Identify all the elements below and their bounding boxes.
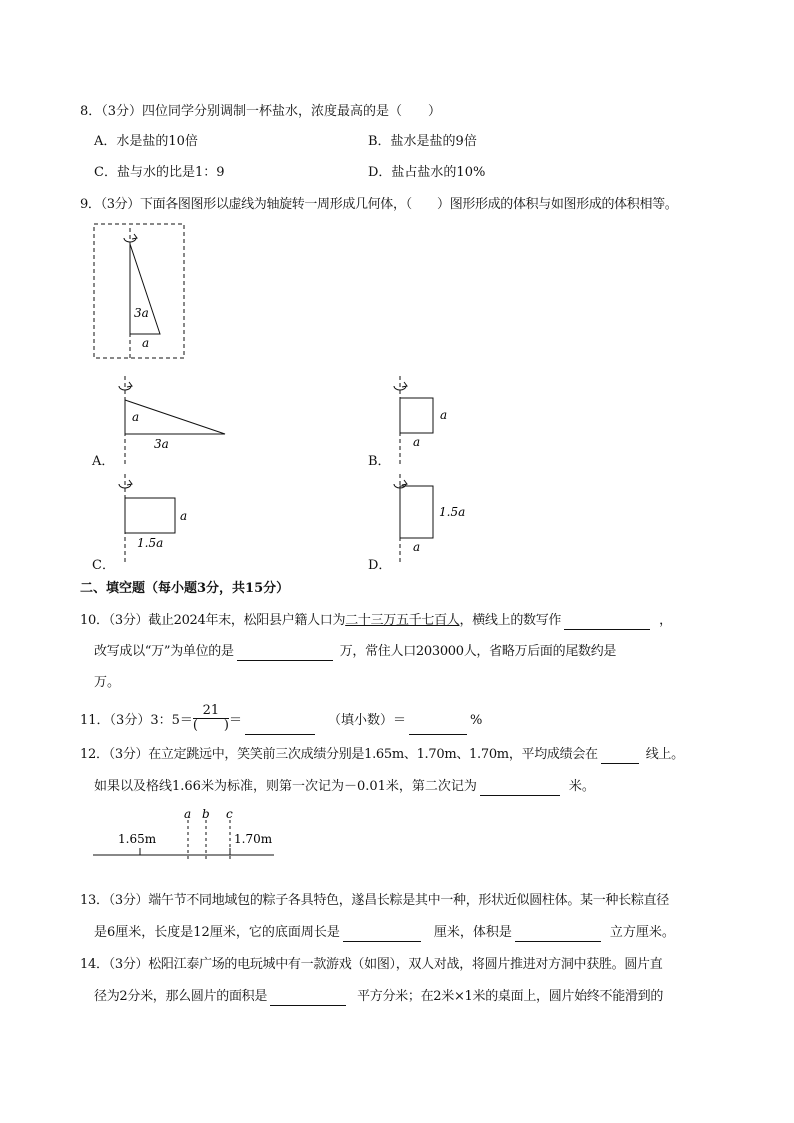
q9-b-base-label: a [413, 435, 421, 449]
q9-reference-figure [90, 220, 190, 365]
q14-area-prompt: 径为2分米，那么圆片的面积是 [94, 989, 268, 1004]
q9-a-base-label: 3a [154, 437, 169, 451]
q10-resident-text: 万，常住人口203000人，省略万后面的尾数约是 [339, 644, 617, 659]
q9-option-a-label: A． [92, 454, 115, 469]
q9-option-d-label: D． [368, 558, 392, 573]
q13-line1: 13．（3分）端午节不同地域包的粽子各具特色，遂昌长粽是其中一种，形状近似圆柱体。某一种长粽直径 [80, 893, 669, 908]
q8-option-a: A．水是盐的10倍 [94, 134, 198, 149]
q9-stem: 9．（3分）下面各图图形以虚线为轴旋转一周形成几何体，（ ）图形形成的体积与如图形成的体积相等。 [80, 197, 678, 212]
q12-label-170: 1.70m [234, 832, 273, 846]
q11-blank-decimal[interactable] [245, 720, 315, 735]
q12-unit: 米。 [568, 779, 595, 794]
q14-line1: 14．（3分）松阳江泰广场的电玩城中有一款游戏（如图），双人对战，将圆片推进对方洞中获胜。圆片直 [80, 957, 663, 972]
q13-blank-circumference[interactable] [343, 927, 421, 942]
q13-volume-prompt: 厘米，体积是 [433, 925, 512, 940]
q11-fraction [193, 704, 229, 733]
q10-comma: ， [659, 613, 672, 628]
q11-decimal-hint: （填小数）＝ [328, 713, 407, 728]
q10-ask: ，横线上的数写作 [459, 613, 562, 628]
q9-figure-c [110, 470, 210, 565]
q8-option-d: D．盐占盐水的10% [368, 165, 486, 180]
q12-line2 [94, 778, 595, 796]
q10-intro: 10．（3分）截止2024年末，松阳县户籍人口为 [80, 613, 346, 628]
q12-line-a-label: a [184, 807, 192, 821]
q10-line2 [94, 643, 616, 661]
q10-line3: 万。 [94, 675, 121, 690]
q11-fraction-numerator: 21 [193, 704, 229, 719]
q12-label-165: 1.65m [118, 832, 157, 846]
q9-ref-side-label: 3a [134, 306, 149, 320]
q12-standard-text: 如果以及格线1.66米为标准，则第一次记为－0.01米，第二次记为 [94, 779, 477, 794]
q12-line1 [80, 746, 684, 764]
q12-number-line-figure [90, 806, 280, 862]
q10-rewrite-prompt: 改写成以“万”为单位的是 [94, 644, 234, 659]
q9-c-base-label: 1.5a [137, 536, 164, 550]
q11-blank-percent[interactable] [409, 720, 467, 735]
q11-fraction-denominator-blank[interactable]: ( ) [192, 718, 230, 733]
q9-a-side-label: a [132, 410, 140, 424]
q11-ratio: 11．（3分）3：5＝ [80, 713, 193, 728]
q9-d-side-label: 1.5a [439, 505, 466, 519]
q9-c-side-label: a [180, 509, 188, 523]
q12-line-c-label: c [226, 807, 233, 821]
q9-option-b-label: B． [368, 454, 391, 469]
q13-line2 [94, 924, 675, 942]
q12-line1-end: 线上。 [645, 747, 684, 762]
q8-stem: 8．（3分）四位同学分别调制一杯盐水，浓度最高的是（ ） [80, 104, 442, 119]
q10-underlined-number: 二十三万五千七百人 [345, 613, 460, 628]
q10-blank-1[interactable] [564, 615, 650, 630]
q9-ref-base-label: a [142, 336, 150, 350]
q9-b-side-label: a [440, 408, 448, 422]
q12-line-b-label: b [202, 807, 210, 821]
section-title-fill-in: 二、填空题（每小题3分，共15分） [80, 581, 290, 596]
q9-d-base-label: a [413, 540, 421, 554]
q9-figure-a [110, 372, 240, 467]
q12-blank-line[interactable] [601, 749, 639, 764]
q11-line [80, 703, 483, 735]
q14-blank-area[interactable] [270, 991, 346, 1006]
q14-table-text: 平方分米；在2米×1米的桌面上，圆片始终不能滑到的 [357, 989, 664, 1004]
q14-line2 [94, 988, 663, 1006]
q12-text: 12．（3分）在立定跳远中，笑笑前三次成绩分别是1.65m、1.70m、1.70m，平均成绩会在 [80, 747, 598, 762]
q11-equals: ＝ [229, 713, 243, 728]
q12-blank-second[interactable] [480, 781, 560, 796]
q10-blank-2[interactable] [237, 646, 333, 661]
q8-option-c: C．盐与水的比是1：9 [94, 165, 225, 180]
q11-percent-sign: % [470, 713, 483, 728]
q9-figure-b [385, 372, 465, 467]
q9-option-c-label: C． [92, 558, 115, 573]
q10-line1 [80, 612, 672, 630]
q13-blank-volume[interactable] [515, 927, 601, 942]
q13-circumference-prompt: 是6厘米，长度是12厘米，它的底面周长是 [94, 925, 340, 940]
q8-option-b: B．盐水是盐的9倍 [368, 134, 477, 149]
q13-unit: 立方厘米。 [609, 925, 675, 940]
q9-figure-d [385, 470, 485, 565]
